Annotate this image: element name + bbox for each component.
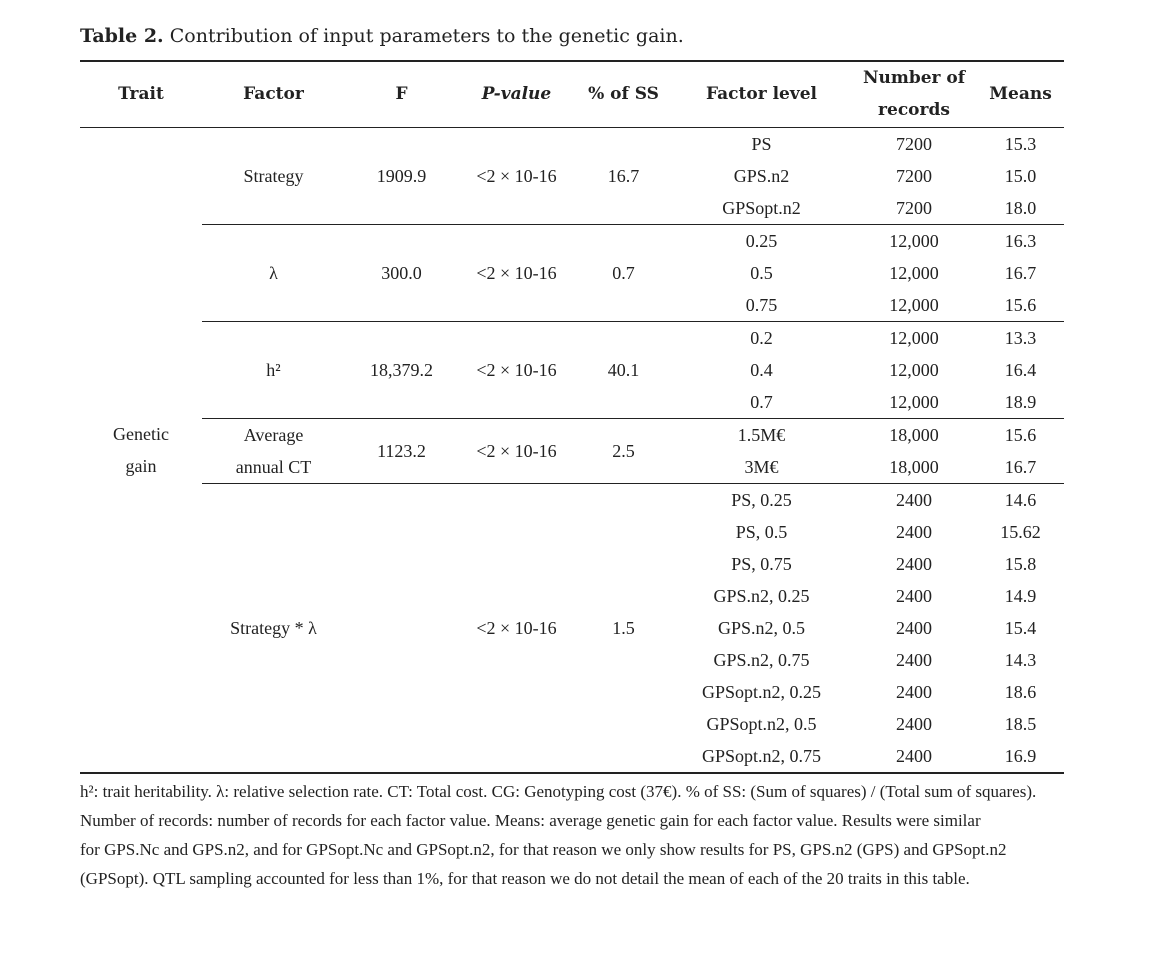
level-cell: 1.5M€ (672, 418, 851, 451)
mean-cell: 16.3 (977, 224, 1064, 257)
col-ss: % of SS (575, 61, 672, 127)
table-caption (80, 22, 684, 50)
f-cell: 1123.2 (345, 418, 458, 483)
mean-cell: 15.6 (977, 418, 1064, 451)
mean-cell: 18.6 (1004, 681, 1037, 702)
level-cell: 0.25 (672, 224, 851, 257)
records-cell: 7200 (896, 197, 932, 218)
col-pvalue (458, 61, 575, 127)
records-cell: 2400 (851, 740, 977, 773)
records-cell: 7200 (896, 133, 932, 154)
col-level: Factor level (672, 61, 851, 127)
footnote-line: (GPSopt). QTL sampling accounted for less than 1%, for that reason we do not detail the mean of each of the 20 traits in this table. (80, 869, 970, 888)
factor-cell: h² (202, 321, 345, 418)
ss-cell: 0.7 (575, 224, 672, 321)
col-f: F (345, 61, 458, 127)
records-cell: 12,000 (889, 391, 939, 412)
records-cell: 12,000 (889, 359, 939, 380)
ss-cell: 40.1 (575, 321, 672, 418)
p-cell: <2 × 10-16 (458, 483, 575, 773)
factor-cell: Strategy (243, 165, 304, 186)
mean-cell: 15.0 (1004, 165, 1037, 186)
p-cell: <2 × 10-16 (458, 418, 575, 483)
footnote-line: h²: trait heritability. λ: relative selection rate. CT: Total cost. CG: Genotyping cost (37€). % of SS: (Sum of squares) / (Total sum of squares). (80, 782, 1037, 801)
level-cell: GPS.n2, 0.5 (717, 617, 806, 638)
records-cell: 2400 (896, 617, 932, 638)
table-label: Table 2. (80, 25, 164, 47)
records-cell: 2400 (896, 521, 932, 542)
p-cell: <2 × 10-16 (458, 321, 575, 418)
records-cell: 2400 (851, 483, 977, 516)
table-row (80, 321, 1064, 354)
factor-cell (202, 418, 345, 483)
table-title: Contribution of input parameters to the genetic gain. (163, 25, 684, 47)
mean-cell: 16.9 (977, 740, 1064, 773)
f-cell (345, 483, 458, 773)
level-cell: 0.7 (750, 391, 773, 412)
mean-cell: 14.9 (1004, 585, 1037, 606)
level-cell: 3M€ (744, 456, 779, 477)
records-cell: 2400 (896, 649, 932, 670)
ss-cell: 2.5 (575, 418, 672, 483)
footnote-line: Number of records: number of records for each factor value. Means: average genetic gain for each factor value. Results were similar (80, 811, 981, 830)
footnote-line: for GPS.Nc and GPS.n2, and for GPSopt.Nc and GPSopt.n2, for that reason we only show results for PS, GPS.n2 (GPS) and GPSopt.n2 (80, 840, 1007, 859)
col-factor: Factor (202, 61, 345, 127)
table-footnotes (80, 777, 1080, 893)
level-cell: PS, 0.75 (731, 553, 792, 574)
records-cell: 7200 (896, 165, 932, 186)
mean-cell: 16.7 (1004, 262, 1037, 283)
records-cell: 2400 (896, 585, 932, 606)
level-cell: 0.2 (672, 321, 851, 354)
p-cell: <2 × 10-16 (476, 165, 557, 186)
records-cell: 2400 (896, 713, 932, 734)
table-row (80, 483, 1064, 516)
mean-cell: 15.62 (1000, 521, 1041, 542)
col-records-line1: Number of (862, 68, 966, 89)
level-cell: PS (751, 133, 772, 154)
level-cell: GPS.n2, 0.25 (713, 585, 810, 606)
p-cell: <2 × 10-16 (458, 224, 575, 321)
records-cell: 12,000 (889, 294, 939, 315)
trait-cell (80, 127, 202, 773)
col-means: Means (977, 61, 1064, 127)
col-records-line2: records (878, 100, 950, 121)
col-records (851, 61, 977, 127)
mean-cell: 15.3 (1004, 133, 1037, 154)
level-cell: PS, 0.25 (672, 483, 851, 516)
mean-cell: 15.4 (1004, 617, 1037, 638)
ss-cell: 16.7 (607, 165, 640, 186)
mean-cell: 16.7 (1004, 456, 1037, 477)
table-row (80, 224, 1064, 257)
factor-cell: Strategy * λ (202, 483, 345, 773)
mean-cell: 15.6 (1004, 294, 1037, 315)
factor-line2: annual CT (235, 456, 312, 477)
mean-cell: 14.6 (977, 483, 1064, 516)
f-cell: 300.0 (345, 224, 458, 321)
level-cell: GPSopt.n2, 0.5 (706, 713, 817, 734)
records-cell: 12,000 (851, 224, 977, 257)
records-cell: 2400 (896, 681, 932, 702)
records-cell: 2400 (896, 553, 932, 574)
mean-cell: 18.5 (1004, 713, 1037, 734)
records-cell: 12,000 (889, 262, 939, 283)
ss-cell: 1.5 (575, 483, 672, 773)
level-cell: 0.5 (750, 262, 773, 283)
level-cell: PS, 0.5 (735, 521, 788, 542)
level-cell: GPSopt.n2, 0.75 (672, 740, 851, 773)
factor-cell: λ (202, 224, 345, 321)
table-row (80, 127, 1064, 160)
header-row (80, 61, 1064, 127)
mean-cell: 18.9 (1004, 391, 1037, 412)
mean-cell: 18.0 (1004, 197, 1037, 218)
level-cell: GPSopt.n2 (722, 197, 801, 218)
records-cell: 18,000 (851, 418, 977, 451)
level-cell: 0.4 (750, 359, 773, 380)
trait-line2: gain (125, 455, 157, 476)
level-cell: GPS.n2, 0.75 (713, 649, 810, 670)
table-row (80, 418, 1064, 451)
level-cell: GPSopt.n2, 0.25 (701, 681, 822, 702)
records-cell: 18,000 (889, 456, 939, 477)
f-cell: 1909.9 (376, 165, 427, 186)
level-cell: GPS.n2 (733, 165, 790, 186)
mean-cell: 14.3 (1004, 649, 1037, 670)
records-cell: 12,000 (851, 321, 977, 354)
factor-line1: Average (243, 424, 304, 445)
f-cell: 18,379.2 (345, 321, 458, 418)
trait-line1: Genetic (113, 423, 169, 444)
level-cell: 0.75 (745, 294, 778, 315)
mean-cell: 13.3 (977, 321, 1064, 354)
mean-cell: 15.8 (1004, 553, 1037, 574)
mean-cell: 16.4 (1004, 359, 1037, 380)
col-trait: Trait (80, 61, 202, 127)
col-pvalue-label: P-value (481, 84, 552, 105)
results-table (80, 60, 1064, 774)
